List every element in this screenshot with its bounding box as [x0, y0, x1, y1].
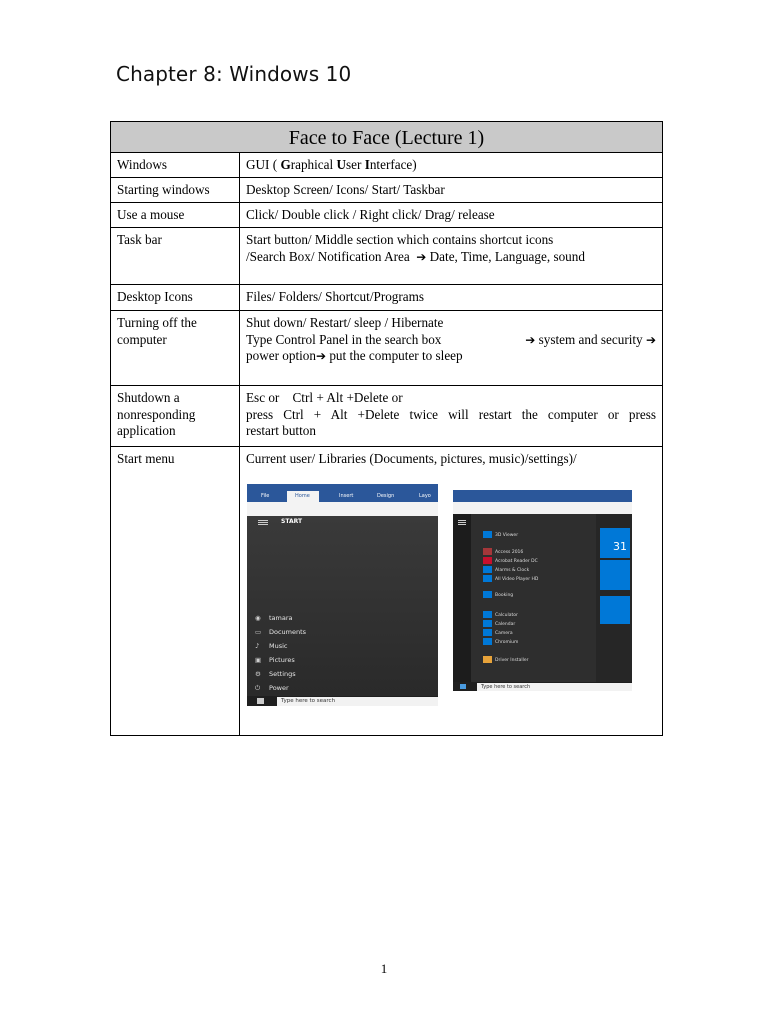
- documents-icon: ▭: [255, 628, 262, 636]
- start-item-label: Power: [269, 684, 289, 692]
- arrow-right-icon: ➔: [645, 332, 656, 347]
- notification-area-detail: Date, Time, Language, sound: [426, 248, 585, 264]
- user-icon: ◉: [255, 614, 261, 622]
- app-list: [471, 514, 596, 682]
- app-icon: [483, 629, 492, 636]
- app-icon: [483, 638, 492, 645]
- app-icon: [483, 620, 492, 627]
- app-label: Calculator: [495, 613, 518, 618]
- app-label: All Video Player HD: [495, 577, 539, 582]
- start-menu-screenshot-right: [453, 490, 632, 691]
- row-label: Desktop Icons: [111, 285, 240, 311]
- start-menu-panel: [247, 516, 438, 696]
- hamburger-icon: [458, 520, 466, 521]
- start-item-label: Pictures: [269, 656, 295, 664]
- start-item-music: [255, 642, 288, 650]
- notification-area-text: /Search Box/ Notification Area: [246, 248, 410, 264]
- row-label: Windows: [111, 153, 240, 178]
- app-icon: [483, 548, 492, 555]
- start-label: START: [281, 518, 303, 525]
- gui-raphical: raphical: [290, 157, 337, 172]
- app-label: Driver Installer: [495, 658, 529, 663]
- system-security-text: system and security: [535, 331, 643, 347]
- app-label: Acrobat Reader DC: [495, 559, 538, 564]
- arrow-right-icon: ➔: [525, 332, 536, 347]
- calendar-date: 31: [613, 540, 627, 553]
- start-item-power: [255, 684, 289, 693]
- row-label-line: computer: [117, 331, 167, 347]
- row-label: [111, 311, 240, 386]
- start-menu-screenshot-left: [247, 484, 438, 706]
- app-label: 3D Viewer: [495, 533, 519, 538]
- row-content: [240, 153, 663, 178]
- table-row: [111, 285, 663, 311]
- app-icon: [483, 566, 492, 573]
- sleep-text: put the computer to sleep: [326, 348, 463, 363]
- start-item-label: Settings: [269, 670, 296, 678]
- app-list-item: [483, 629, 513, 636]
- row-label-line: Turning off the: [117, 315, 197, 330]
- gui-letter-u: U: [336, 157, 346, 172]
- start-item-settings: [255, 670, 296, 678]
- control-panel-line: [246, 332, 656, 349]
- row-content: [240, 386, 663, 447]
- app-icon: [483, 656, 492, 663]
- row-label-line: nonresponding: [117, 406, 196, 422]
- taskbar-line-2: [246, 249, 656, 266]
- windows-logo-icon: [257, 698, 264, 704]
- app-list-item: [483, 575, 538, 582]
- app-icon: [483, 575, 492, 582]
- hamburger-icon: [258, 520, 268, 521]
- taskbar-search-box: Type here to search: [277, 697, 438, 706]
- app-icon: [483, 531, 492, 538]
- table-row: [111, 178, 663, 203]
- app-list-item: [483, 557, 538, 564]
- table-header-row: [111, 122, 663, 153]
- taskbar: [247, 696, 438, 706]
- row-content: Click/ Double click / Right click/ Drag/ release: [240, 203, 663, 228]
- app-icon: [483, 611, 492, 618]
- app-list-item: [483, 548, 523, 555]
- power-icon: ⏻: [255, 684, 261, 692]
- esc-line: Esc or Ctrl + Alt +Delete or: [246, 390, 403, 405]
- table-row: [111, 228, 663, 285]
- live-tiles: [596, 514, 632, 682]
- app-label: Access 2016: [495, 550, 524, 555]
- app-label: Chromium: [495, 640, 519, 645]
- ribbon-tab: Layo: [419, 493, 431, 499]
- control-panel-text: Type Control Panel in the search box: [246, 331, 442, 347]
- row-content: [240, 228, 663, 285]
- ribbon-toolbar: [247, 502, 438, 516]
- row-content: Files/ Folders/ Shortcut/Programs: [240, 285, 663, 311]
- calendar-tile: [600, 528, 630, 558]
- app-list-item: [483, 566, 529, 573]
- start-item-pictures: [255, 656, 295, 664]
- ribbon-tab: File: [261, 493, 270, 499]
- arrow-right-icon: ➔: [315, 349, 327, 363]
- gui-letter-g: G: [280, 157, 291, 172]
- row-label: Starting windows: [111, 178, 240, 203]
- ribbon-toolbar: [453, 502, 632, 514]
- power-option-line: [246, 348, 656, 365]
- ribbon-tab: Design: [377, 493, 395, 499]
- app-icon: [483, 557, 492, 564]
- row-label: Use a mouse: [111, 203, 240, 228]
- ribbon-bar: [453, 490, 632, 502]
- restart-line: press Ctrl + Alt +Delete twice will restart the computer or press: [246, 406, 656, 422]
- app-label: Calendar: [495, 622, 516, 627]
- app-label: Camera: [495, 631, 513, 636]
- row-content: Current user/ Libraries (Documents, pictures, music)/settings)/: [240, 447, 663, 736]
- start-item-label: tamara: [269, 614, 293, 622]
- row-content: [240, 311, 663, 386]
- row-label-line: application: [117, 423, 176, 438]
- app-label: Booking: [495, 593, 514, 598]
- photos-tile: [600, 560, 630, 590]
- ribbon-tab: Home: [295, 493, 310, 499]
- table-row: [111, 386, 663, 447]
- taskbar: [453, 682, 632, 691]
- app-list-item: [483, 638, 518, 645]
- start-item-documents: [255, 628, 306, 636]
- settings-icon: ⚙: [255, 670, 261, 678]
- row-label-line: Shutdown a: [117, 390, 180, 405]
- taskbar-search-box: Type here to search: [477, 683, 632, 691]
- gui-nterface: nterface): [369, 157, 417, 172]
- windows-logo-icon: [460, 684, 466, 689]
- arrow-right-icon: ➔: [416, 249, 427, 264]
- page-number: 1: [380, 961, 388, 976]
- gui-ser: ser: [346, 157, 365, 172]
- row-content: Desktop Screen/ Icons/ Start/ Taskbar: [240, 178, 663, 203]
- app-list-item: [483, 620, 515, 627]
- app-list-item: [483, 656, 528, 663]
- row-label: Task bar: [111, 228, 240, 285]
- ribbon-bar: [247, 484, 438, 502]
- row-label: Start menu: [111, 447, 240, 736]
- table-row: [111, 203, 663, 228]
- gui-letter-i: I: [364, 157, 370, 172]
- ribbon-tab: Insert: [339, 493, 354, 499]
- gui-prefix: GUI (: [246, 157, 281, 172]
- app-list-item: [483, 531, 518, 538]
- shutdown-options-line: Shut down/ Restart/ sleep / Hibernate: [246, 315, 444, 330]
- app-icon: [483, 591, 492, 598]
- store-tile: [600, 596, 630, 624]
- start-item-user: [255, 614, 293, 622]
- table-header: Face to Face (Lecture 1): [111, 122, 663, 153]
- app-list-item: [483, 591, 513, 598]
- app-label: Alarms & Clock: [495, 568, 530, 573]
- restart-button-line: restart button: [246, 423, 316, 438]
- app-list-item: [483, 611, 518, 618]
- row-label: [111, 386, 240, 447]
- music-icon: ♪: [255, 642, 260, 650]
- chapter-title: Chapter 8: Windows 10: [116, 62, 352, 86]
- taskbar-line-1: Start button/ Middle section which contains shortcut icons: [246, 232, 554, 247]
- start-item-label: Documents: [269, 628, 307, 636]
- pictures-icon: ▣: [255, 656, 262, 664]
- power-option-text: power option: [246, 348, 316, 363]
- table-row: [111, 153, 663, 178]
- start-menu-rail: [453, 514, 471, 682]
- table-row: [111, 311, 663, 386]
- start-item-label: Music: [269, 642, 288, 650]
